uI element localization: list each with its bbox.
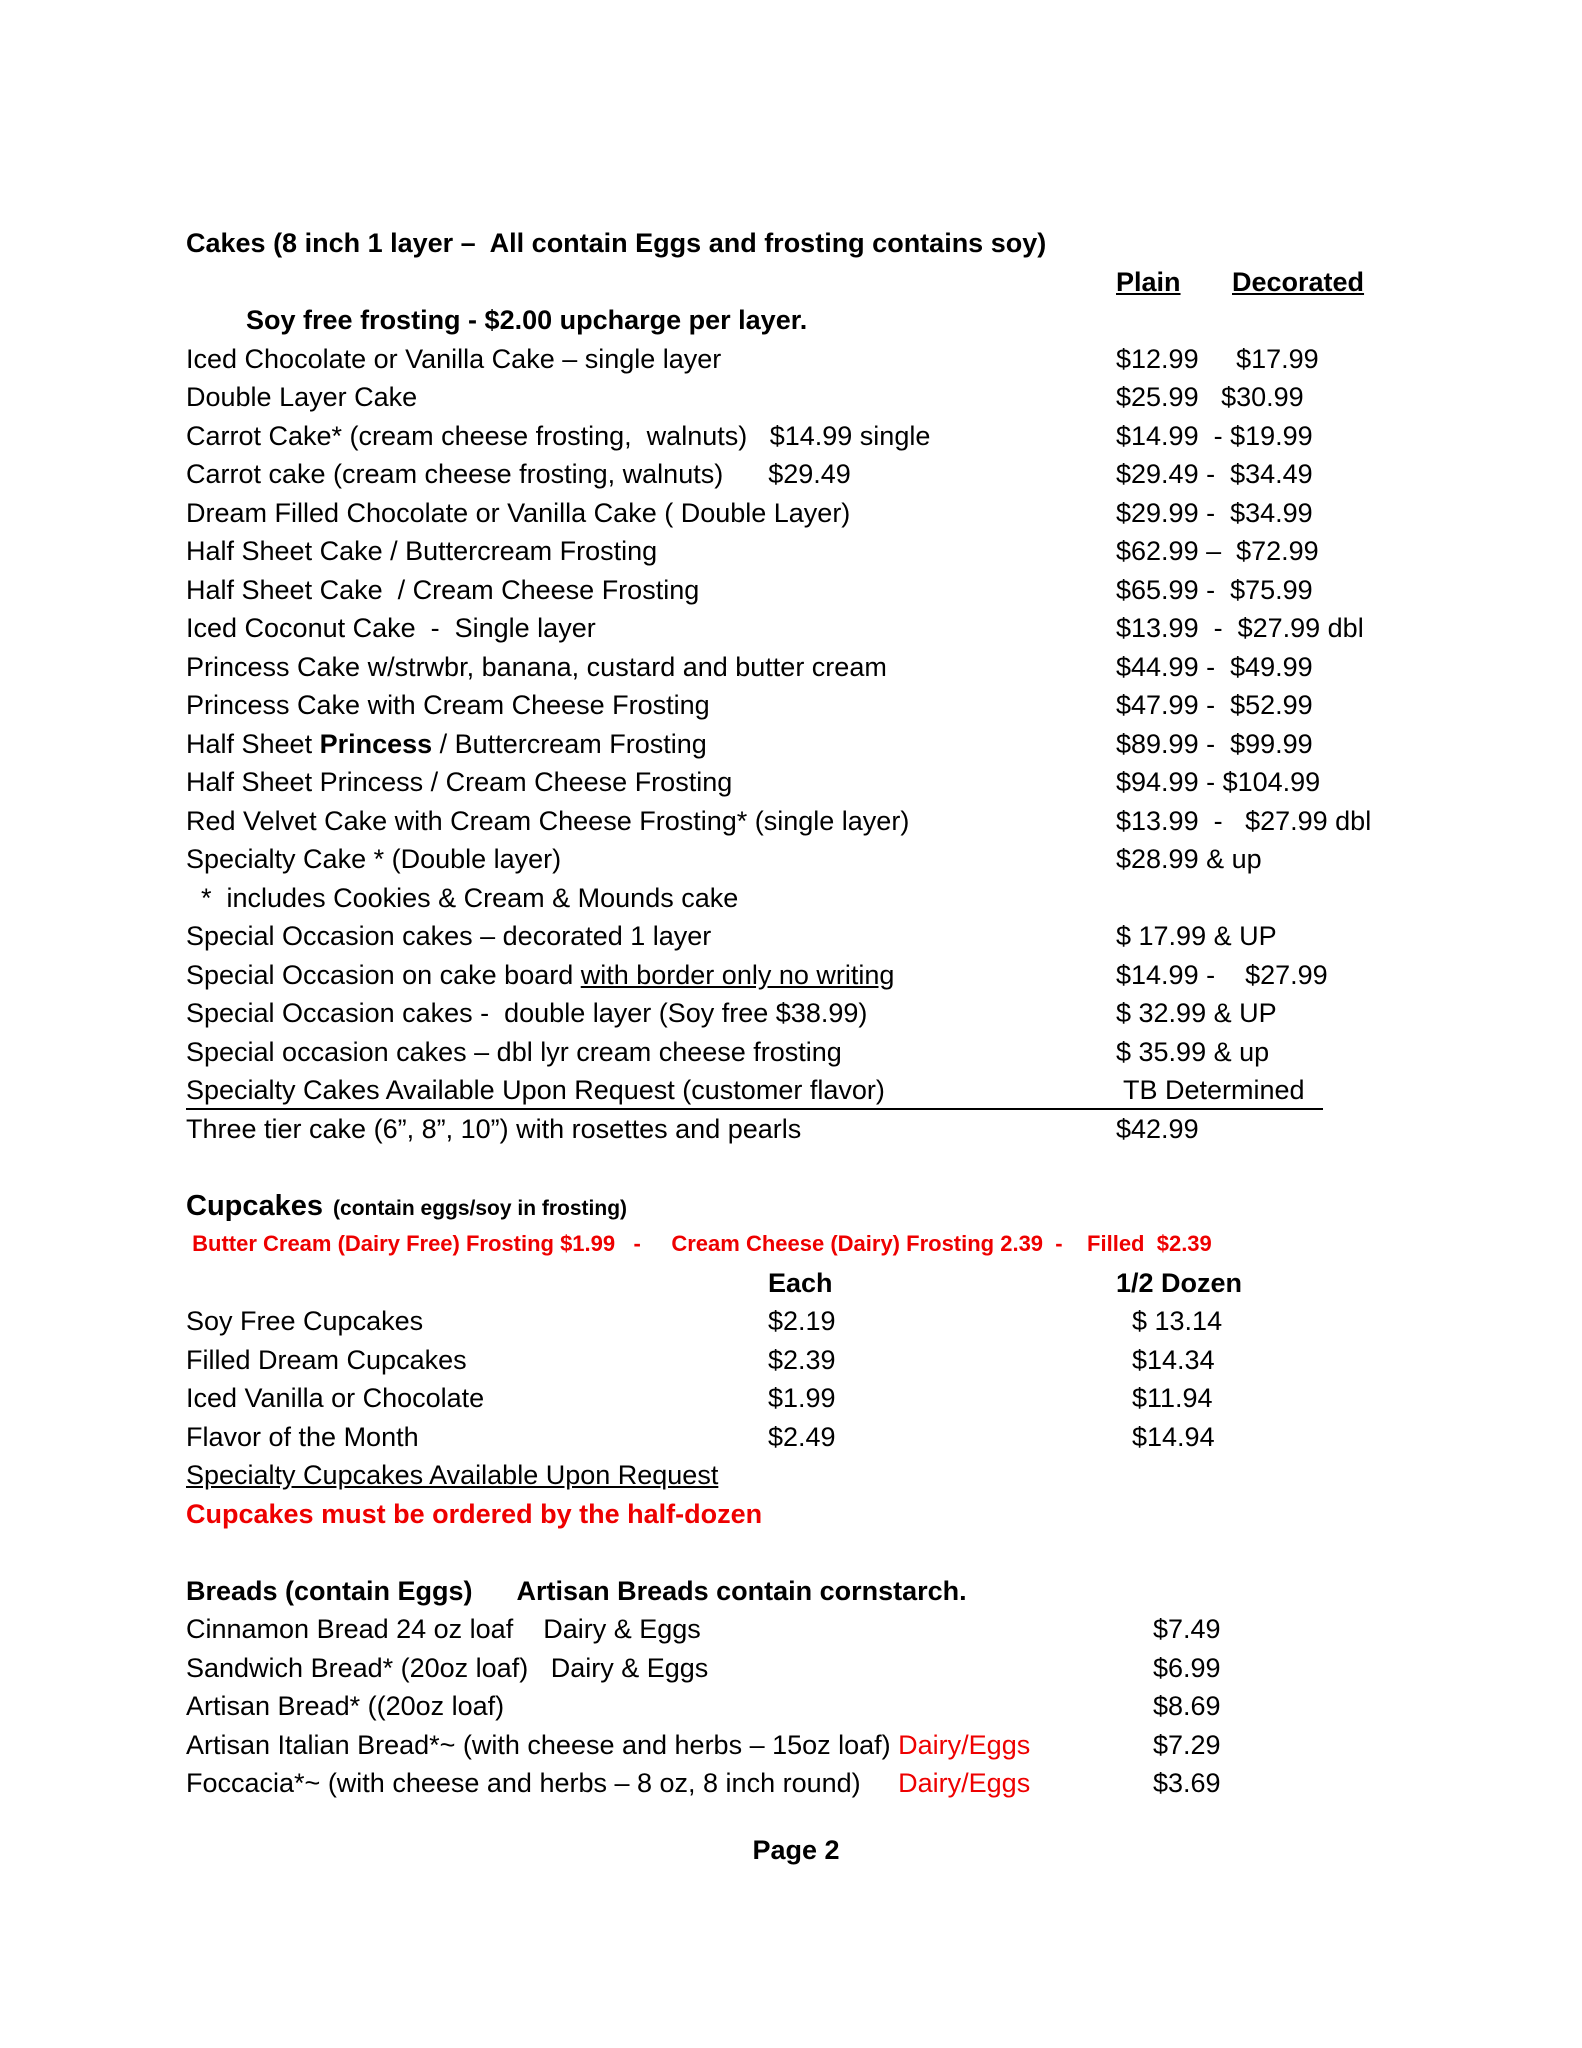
item-price: $42.99 [1116, 1113, 1199, 1144]
item-text-segment: Artisan Bread* ((20oz loaf) [186, 1691, 505, 1721]
cupcake-row [186, 1302, 1406, 1341]
item-name [186, 763, 1116, 802]
cupcake-row [186, 1379, 1406, 1418]
cake-row [186, 1033, 1406, 1072]
item-price: $47.99 - $52.99 [1116, 690, 1313, 720]
cake-row [186, 879, 1406, 918]
column-header-each: Each [768, 1267, 833, 1298]
item-name [186, 994, 1116, 1033]
item-name [186, 1610, 1116, 1649]
item-text-segment: Special Occasion cakes - double layer (Soy free $38.99) [186, 998, 868, 1028]
item-text-segment: Dairy/Eggs [898, 1768, 1031, 1798]
item-text-segment: Sandwich Bread* (20oz loaf) Dairy & Eggs [186, 1652, 709, 1683]
cupcake-row [186, 1341, 1406, 1380]
bread-row [186, 1764, 1406, 1803]
breads-section [186, 1572, 1406, 1803]
breads-rows [186, 1610, 1406, 1803]
cake-row [186, 840, 1406, 879]
item-text-segment: Princess [319, 728, 433, 759]
item-text-segment: / Buttercream Frosting [432, 728, 707, 759]
page-number: Page 2 [752, 1834, 840, 1865]
item-price-each: $2.39 [768, 1344, 836, 1375]
cakes-title-line1: Cakes (8 inch 1 layer – All contain Eggs and frosting contains soy) [186, 228, 1047, 258]
item-name [186, 1071, 1116, 1108]
item-price: $89.99 - $99.99 [1116, 728, 1313, 759]
item-name [186, 340, 1116, 379]
item-name [186, 1649, 1116, 1688]
item-text-segment: Iced Chocolate or Vanilla Cake – single layer [186, 343, 722, 374]
item-price: $14.99 - $19.99 [1116, 420, 1313, 451]
item-name [186, 609, 1116, 648]
bread-row [186, 1687, 1406, 1726]
item-price: $ 32.99 & UP [1116, 998, 1277, 1028]
item-text-segment: Princess Cake w/strwbr, banana, custard and butter cream [186, 651, 887, 682]
item-name: Filled Dream Cupcakes [186, 1344, 467, 1375]
item-price-each: $2.49 [768, 1421, 836, 1452]
item-text-segment: Special Occasion cakes – decorated 1 layer [186, 921, 712, 951]
cupcakes-column-headers [186, 1264, 1406, 1303]
item-price: $29.49 - $34.49 [1116, 459, 1313, 489]
item-text-segment: Specialty Cakes Available Upon Request (customer flavor) [186, 1075, 885, 1105]
item-price: $13.99 - $27.99 dbl [1116, 805, 1372, 836]
bread-row [186, 1610, 1406, 1649]
cake-row [186, 609, 1406, 648]
item-text-segment: * includes Cookies & Cream & Mounds cake [186, 882, 739, 913]
cake-row [186, 494, 1406, 533]
cake-row [186, 1071, 1323, 1110]
item-price: TB Determined [1116, 1075, 1305, 1105]
item-text-segment: Iced Coconut Cake - Single layer [186, 613, 596, 643]
cake-row [186, 686, 1406, 725]
spacer-line [186, 1148, 1406, 1187]
cake-row [186, 994, 1406, 1033]
item-price: $ 35.99 & up [1116, 1036, 1270, 1067]
item-text-segment: Carrot Cake* (cream cheese frosting, walnuts) $14.99 single [186, 420, 931, 451]
item-text-segment: Carrot cake (cream cheese frosting, walnuts) $29.49 [186, 459, 851, 489]
item-name [186, 417, 1116, 456]
item-text-segment: Artisan Italian Bread*~ (with cheese and herbs – 15oz loaf) [186, 1729, 899, 1760]
item-name [186, 1033, 1116, 1072]
item-name [186, 378, 1116, 417]
item-price: $62.99 – $72.99 [1116, 536, 1319, 566]
item-text-segment: Three tier cake (6”, 8”, 10”) with rosettes and pearls [186, 1113, 802, 1144]
item-name [186, 956, 1116, 995]
document-content [186, 224, 1406, 1869]
item-price: $28.99 & up [1116, 844, 1262, 874]
item-name [186, 455, 1116, 494]
item-text-segment: Foccacia*~ (with cheese and herbs – 8 oz, 8 inch round) [186, 1768, 899, 1798]
bread-row [186, 1649, 1406, 1688]
item-text-segment: Double Layer Cake [186, 382, 418, 412]
item-name [186, 494, 1116, 533]
cake-row [186, 417, 1406, 456]
item-text-segment: Dairy/Eggs [898, 1729, 1031, 1760]
item-price: $29.99 - $34.99 [1116, 497, 1313, 528]
cupcakes-section [186, 1187, 1406, 1572]
item-price: $6.99 [1153, 1652, 1221, 1683]
cake-row [186, 725, 1406, 764]
item-name [186, 532, 1116, 571]
item-text-segment: Cinnamon Bread 24 oz loaf Dairy & Eggs [186, 1614, 701, 1644]
cake-row [186, 802, 1406, 841]
cake-row [186, 1110, 1406, 1149]
item-price: $7.49 [1153, 1614, 1221, 1644]
item-text-segment: Special occasion cakes – dbl lyr cream cheese frosting [186, 1036, 842, 1067]
cupcakes-request-note-row [186, 1456, 1406, 1495]
item-price: $65.99 - $75.99 [1116, 574, 1313, 605]
item-name: Flavor of the Month [186, 1421, 419, 1452]
cake-row [186, 648, 1406, 687]
item-price: $ 17.99 & UP [1116, 921, 1277, 951]
item-name [186, 802, 1116, 841]
item-price: $3.69 [1153, 1768, 1221, 1798]
cake-row [186, 763, 1406, 802]
item-price-half-dozen: $14.34 [1132, 1344, 1215, 1375]
item-price: $12.99 $17.99 [1116, 343, 1319, 374]
item-text-segment: Half Sheet Princess / Cream Cheese Frosting [186, 767, 733, 797]
item-price-half-dozen: $14.94 [1132, 1421, 1215, 1452]
item-name [186, 840, 1116, 879]
item-price-each: $2.19 [768, 1306, 836, 1336]
item-price: $14.99 - $27.99 [1116, 959, 1328, 990]
cupcakes-frosting-note: Butter Cream (Dairy Free) Frosting $1.99 - Cream Cheese (Dairy) Frosting 2.39 - Filled $2.39 [186, 1231, 1212, 1256]
item-text-segment: Half Sheet [186, 728, 320, 759]
bread-row [186, 1726, 1406, 1765]
item-price: $94.99 - $104.99 [1116, 767, 1321, 797]
item-name [186, 917, 1116, 956]
item-text-segment: Princess Cake with Cream Cheese Frosting [186, 690, 710, 720]
cakes-title-line2-row [186, 263, 1406, 335]
item-text-segment: Special Occasion on cake board [186, 959, 581, 990]
cupcakes-title: Cupcakes [186, 1189, 324, 1222]
item-name [186, 725, 1116, 764]
column-header-half-dozen: 1/2 Dozen [1116, 1267, 1243, 1298]
item-name [186, 648, 1116, 687]
cupcakes-request-note: Specialty Cupcakes Available Upon Request [186, 1460, 719, 1490]
item-text-segment: with border only no writing [580, 959, 895, 990]
item-name [186, 879, 1116, 918]
spacer-line [186, 1533, 1406, 1572]
item-price: $7.29 [1153, 1729, 1221, 1760]
cakes-title-line2: Soy free frosting - $2.00 upcharge per layer. [246, 305, 808, 335]
cupcakes-title-row [186, 1187, 1406, 1226]
cupcakes-rows [186, 1302, 1406, 1456]
item-price-half-dozen: $11.94 [1132, 1383, 1213, 1413]
item-price: $44.99 - $49.99 [1116, 651, 1313, 682]
cakes-rows [186, 340, 1406, 1149]
cake-row [186, 917, 1406, 956]
cupcake-row [186, 1418, 1406, 1457]
item-name [186, 1110, 1116, 1149]
cake-row [186, 532, 1406, 571]
column-header-decorated: Decorated [1232, 266, 1365, 297]
item-price: $25.99 $30.99 [1116, 382, 1304, 412]
item-price-each: $1.99 [768, 1383, 836, 1413]
item-text-segment: Dream Filled Chocolate or Vanilla Cake ( Double Layer) [186, 497, 851, 528]
item-price-half-dozen: $ 13.14 [1132, 1306, 1223, 1336]
column-header-plain: Plain [1116, 266, 1181, 297]
cake-row [186, 455, 1406, 494]
item-price: $8.69 [1153, 1691, 1221, 1721]
item-name [186, 1687, 1116, 1726]
item-name: Soy Free Cupcakes [186, 1306, 424, 1336]
item-text-segment: Half Sheet Cake / Buttercream Frosting [186, 536, 658, 566]
cake-row [186, 956, 1406, 995]
item-text-segment: Half Sheet Cake / Cream Cheese Frosting [186, 574, 700, 605]
item-name [186, 571, 1116, 610]
cakes-section [186, 224, 1406, 1187]
item-name [186, 1764, 1116, 1803]
item-name: Iced Vanilla or Chocolate [186, 1383, 485, 1413]
cupcakes-title-note: (contain eggs/soy in frosting) [333, 1196, 628, 1220]
cake-row [186, 378, 1406, 417]
cake-row [186, 340, 1406, 379]
item-name [186, 686, 1116, 725]
item-text-segment: Red Velvet Cake with Cream Cheese Frosting* (single layer) [186, 805, 910, 836]
breads-title: Breads (contain Eggs) Artisan Breads contain cornstarch. [186, 1575, 967, 1606]
item-name [186, 1726, 1116, 1765]
cupcakes-order-note: Cupcakes must be ordered by the half-dozen [186, 1498, 763, 1529]
cake-row [186, 571, 1406, 610]
item-text-segment: Specialty Cake * (Double layer) [186, 844, 562, 874]
item-price: $13.99 - $27.99 dbl [1116, 613, 1364, 643]
